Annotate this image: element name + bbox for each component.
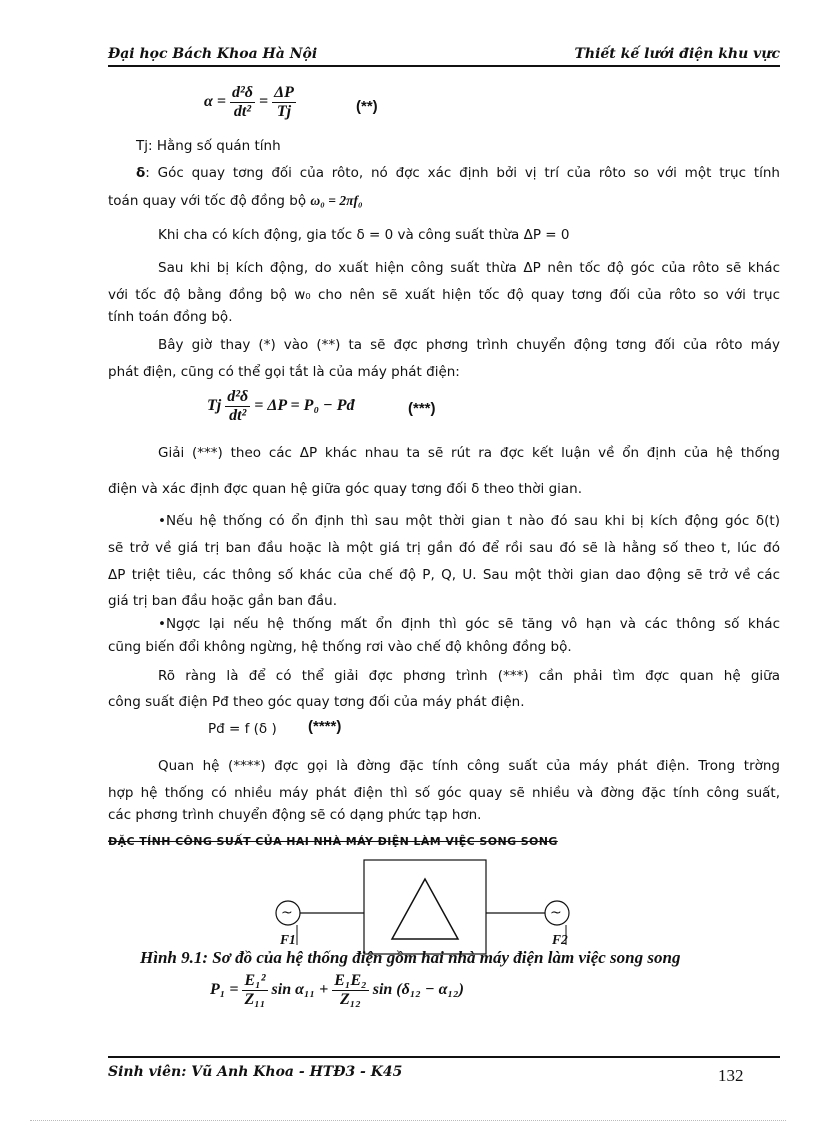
p5-line1: •Nếu hệ thống có ổn định thì sau một thời gian t nào đó sau khi bị kích động góc δ(t) xyxy=(158,513,780,529)
p8-line3: các phơng trình chuyển động sẽ có dạng phức tạp hơn. xyxy=(108,807,482,823)
network-triangle xyxy=(392,879,458,939)
eq4-num2: E₁E₂ xyxy=(334,972,367,989)
footer-rule xyxy=(108,1056,780,1058)
delta-definition-line1 xyxy=(136,164,780,182)
eq4-lhs: P₁ = xyxy=(210,981,239,999)
delta-line2-text: toán quay với tốc độ đồng bộ xyxy=(108,193,307,209)
generator1-symbol: ~ xyxy=(281,905,293,921)
page-header xyxy=(108,44,780,66)
eq4-frac2 xyxy=(332,972,369,1009)
tj-definition: Tj: Hằng số quán tính xyxy=(136,138,281,154)
eq4-frac1 xyxy=(242,972,267,1009)
eq1-num1: d²δ xyxy=(231,84,253,101)
p8-line2: hợp hệ thống có nhiều máy phát điện thì số góc quay sẽ nhiều và đờng đặc tính công suất, xyxy=(108,785,780,801)
two-plant-diagram xyxy=(260,855,580,955)
generator2-symbol: ~ xyxy=(550,905,562,921)
eq3-text: Pđ = f (δ ) xyxy=(208,721,277,737)
p2-line2: với tốc độ bằng đồng bộ w₀ cho nên sẽ xuất hiện tốc độ quay tơng đối của rôto so với trục xyxy=(108,287,780,303)
paragraph-1: Khi cha có kích động, gia tốc δ = 0 và công suất thừa ΔP = 0 xyxy=(158,227,570,243)
eq4-den1: Z₁₁ xyxy=(244,991,266,1008)
generator2-label: F2 xyxy=(552,932,568,947)
eq2-rhs: = ΔP = P₀ − Pđ xyxy=(254,397,355,415)
p6-line2: cũng biến đổi không ngừng, hệ thống rơi vào chế độ không đồng bộ. xyxy=(108,639,572,655)
eq1-den2: Tj xyxy=(276,103,292,120)
p6-line1: •Ngợc lại nếu hệ thống mất ổn định thì góc sẽ tăng vô hạn và các thông số khác xyxy=(158,616,780,632)
eq1-lhs: α = xyxy=(204,93,226,111)
eq4-sin1: sin α₁₁ + xyxy=(271,981,329,999)
eq1-frac2 xyxy=(272,84,296,121)
equation-p1 xyxy=(210,972,464,1009)
eq4-num1: E₁² xyxy=(244,972,266,989)
eq4-den2: Z₁₂ xyxy=(340,991,361,1008)
p2-line1: Sau khi bị kích động, do xuất hiện công suất thừa ΔP nên tốc độ góc của rôto sẽ khác xyxy=(158,260,780,276)
p4-line1: Giải (***) theo các ΔP khác nhau ta sẽ rút ra đợc kết luận về ổn định của hệ thống xyxy=(158,445,780,461)
page-number: 132 xyxy=(718,1066,744,1085)
p2-line3: tính toán đồng bộ. xyxy=(108,309,233,325)
eq2-tag: (***) xyxy=(408,400,436,417)
p5-line3: ΔP triệt tiêu, các thông số khác của chế độ P, Q, U. Sau một thời gian dao động sẽ trở về các xyxy=(108,567,780,583)
equation-motion xyxy=(207,388,354,425)
generator1-label: F1 xyxy=(280,932,296,947)
network-block xyxy=(364,860,486,954)
eq2-num: d²δ xyxy=(227,388,249,405)
eq2-den: dt² xyxy=(229,407,247,424)
delta-definition-text: : Góc quay tơng đối của rôto, nó đợc xác định bởi vị trí của rôto so với một trục tính xyxy=(145,165,780,181)
header-right: Thiết kế lưới điện khu vực xyxy=(574,46,780,62)
p5-line4: giá trị ban đầu hoặc gần ban đầu. xyxy=(108,593,338,609)
p3-line2: phát điện, cũng có thể gọi tắt là của máy phát điện: xyxy=(108,364,460,380)
p7-line1: Rõ ràng là để có thể giải đợc phơng trình (***) cần phải tìm đợc quan hệ giữa xyxy=(158,668,780,684)
p4-line2: điện và xác định đợc quan hệ giữa góc quay tơng đối δ theo thời gian. xyxy=(108,481,583,497)
eq1-den1: dt² xyxy=(233,103,252,120)
p8-line1: Quan hệ (****) đợc gọi là đờng đặc tính công suất của máy phát điện. Trong trờng xyxy=(158,758,780,774)
eq3-tag: (****) xyxy=(308,718,342,735)
eq4-sin2: sin (δ₁₂ − α₁₂) xyxy=(372,981,464,999)
eq1-tag: (**) xyxy=(356,98,378,115)
delta-definition-line2 xyxy=(108,192,363,210)
section-heading: ĐẶC TÍNH CÔNG SUẤT CỦA HAI NHÀ MÁY ĐIỆN LÀM VIỆC SONG SONG xyxy=(108,835,558,848)
eq1-frac1 xyxy=(230,84,255,121)
figure-caption: Hình 9.1: Sơ đồ của hệ thống điện gồm hai nhà máy điện làm việc song song xyxy=(140,948,681,967)
header-left: Đại học Bách Khoa Hà Nội xyxy=(108,46,318,62)
p7-line2: công suất điện Pđ theo góc quay tơng đối của máy phát điện. xyxy=(108,694,525,710)
page-edge xyxy=(30,1120,786,1121)
eq1-num2: ΔP xyxy=(274,84,294,101)
eq1-equals: = xyxy=(258,93,269,111)
p5-line2: sẽ trở về giá trị ban đầu hoặc là một giá trị gần đó để rồi sau đó sẽ là hằng số theo t, lúc đó xyxy=(108,540,780,556)
p3-line1: Bây giờ thay (*) vào (**) ta sẽ đợc phơng trình chuyển động tơng đối của rôto máy xyxy=(158,337,780,353)
eq2-lhs: Tj xyxy=(207,397,222,415)
equation-acceleration xyxy=(204,84,296,121)
delta-symbol: δ xyxy=(136,165,146,181)
header-rule xyxy=(108,65,780,67)
eq2-frac xyxy=(225,388,250,425)
omega-formula: ω₀ = 2πf₀ xyxy=(310,193,363,208)
footer-author: Sinh viên: Vũ Anh Khoa - HTĐ3 - K45 xyxy=(108,1064,403,1080)
